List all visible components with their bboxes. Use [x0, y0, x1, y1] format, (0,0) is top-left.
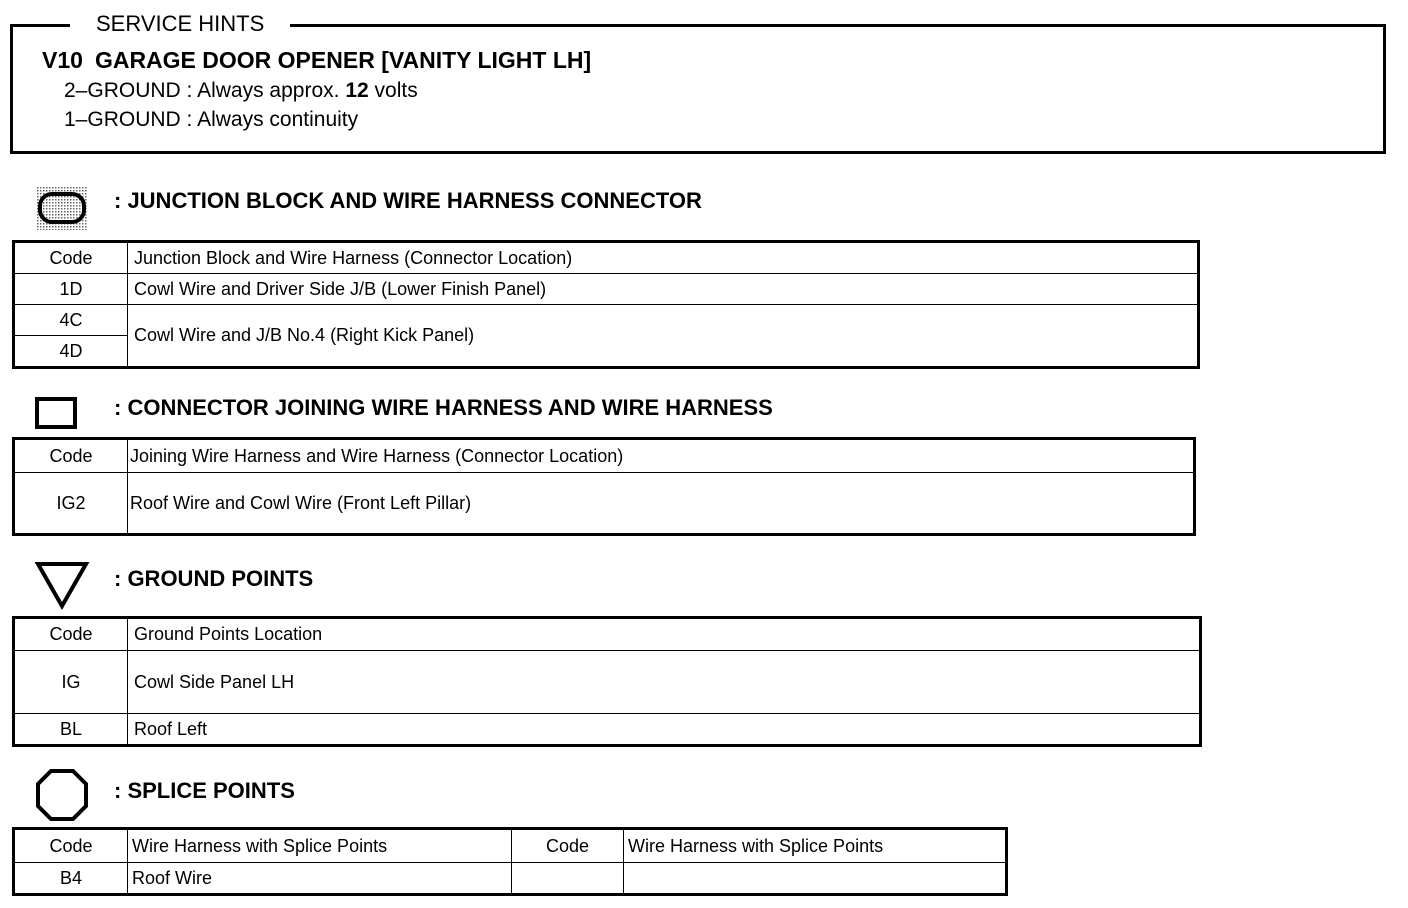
header-code: Code: [512, 829, 624, 863]
table-header-row: [14, 242, 1199, 274]
ground-triangle-icon: [34, 560, 90, 615]
hint-value: 12: [345, 79, 369, 102]
header-code: Code: [14, 439, 128, 473]
table-row: [14, 714, 1201, 746]
row-desc: [624, 863, 1007, 895]
row-desc: Roof Wire: [128, 863, 512, 895]
header-code: Code: [14, 242, 128, 274]
row-code: BL: [14, 714, 128, 746]
row-desc: Cowl Wire and J/B No.4 (Right Kick Panel): [128, 305, 1199, 368]
hint-separator: :: [186, 108, 193, 131]
header-desc: Junction Block and Wire Harness (Connector Location): [128, 242, 1199, 274]
ground-section-title: : GROUND POINTS: [114, 566, 314, 591]
header-desc: Wire Harness with Splice Points: [128, 829, 512, 863]
hint-terminal: 2–GROUND: [64, 79, 181, 102]
hint-unit: volts: [374, 79, 418, 102]
service-hints-title: SERVICE HINTS: [70, 10, 290, 38]
header-desc: Joining Wire Harness and Wire Harness (Connector Location): [128, 439, 1195, 473]
junction-table: [12, 240, 1200, 369]
row-code: 4C: [14, 305, 128, 336]
row-desc: Cowl Side Panel LH: [128, 651, 1201, 714]
header-code: Code: [14, 829, 128, 863]
row-code: 1D: [14, 274, 128, 305]
row-code: IG2: [14, 473, 128, 535]
splice-table: [12, 827, 1008, 896]
hint-text: Always continuity: [197, 108, 359, 131]
table-header-row: [14, 829, 1007, 863]
header-code: Code: [14, 618, 128, 651]
table-row: [14, 473, 1195, 535]
table-header-row: [14, 439, 1195, 473]
splice-octagon-icon: [34, 768, 90, 827]
table-row: [14, 274, 1199, 305]
service-hints-heading: [42, 46, 591, 74]
connector-code: V10: [42, 47, 83, 73]
splice-section-title: : SPLICE POINTS: [114, 778, 295, 803]
hint-separator: :: [186, 79, 193, 102]
hint-line-1: [64, 77, 418, 105]
hint-terminal: 1–GROUND: [64, 108, 181, 131]
row-code: IG: [14, 651, 128, 714]
header-desc: Wire Harness with Splice Points: [624, 829, 1007, 863]
row-desc: Roof Left: [128, 714, 1201, 746]
table-row: [14, 305, 1199, 336]
hint-line-2: [64, 106, 358, 134]
header-desc: Ground Points Location: [128, 618, 1201, 651]
row-code: [512, 863, 624, 895]
hint-text: Always approx.: [197, 79, 340, 102]
joining-section-title: : CONNECTOR JOINING WIRE HARNESS AND WIRE HARNESS: [114, 395, 773, 420]
row-desc: Roof Wire and Cowl Wire (Front Left Pillar): [128, 473, 1195, 535]
junction-section-title: : JUNCTION BLOCK AND WIRE HARNESS CONNECTOR: [114, 188, 702, 213]
table-header-row: [14, 618, 1201, 651]
connector-icon: [34, 396, 80, 435]
table-row: [14, 863, 1007, 895]
row-code: B4: [14, 863, 128, 895]
table-row: [14, 651, 1201, 714]
row-code: 4D: [14, 336, 128, 368]
joining-table: [12, 437, 1196, 536]
component-name: GARAGE DOOR OPENER [VANITY LIGHT LH]: [94, 47, 592, 73]
junction-block-icon: [34, 184, 90, 237]
row-desc: Cowl Wire and Driver Side J/B (Lower Finish Panel): [128, 274, 1199, 305]
ground-table: [12, 616, 1202, 747]
